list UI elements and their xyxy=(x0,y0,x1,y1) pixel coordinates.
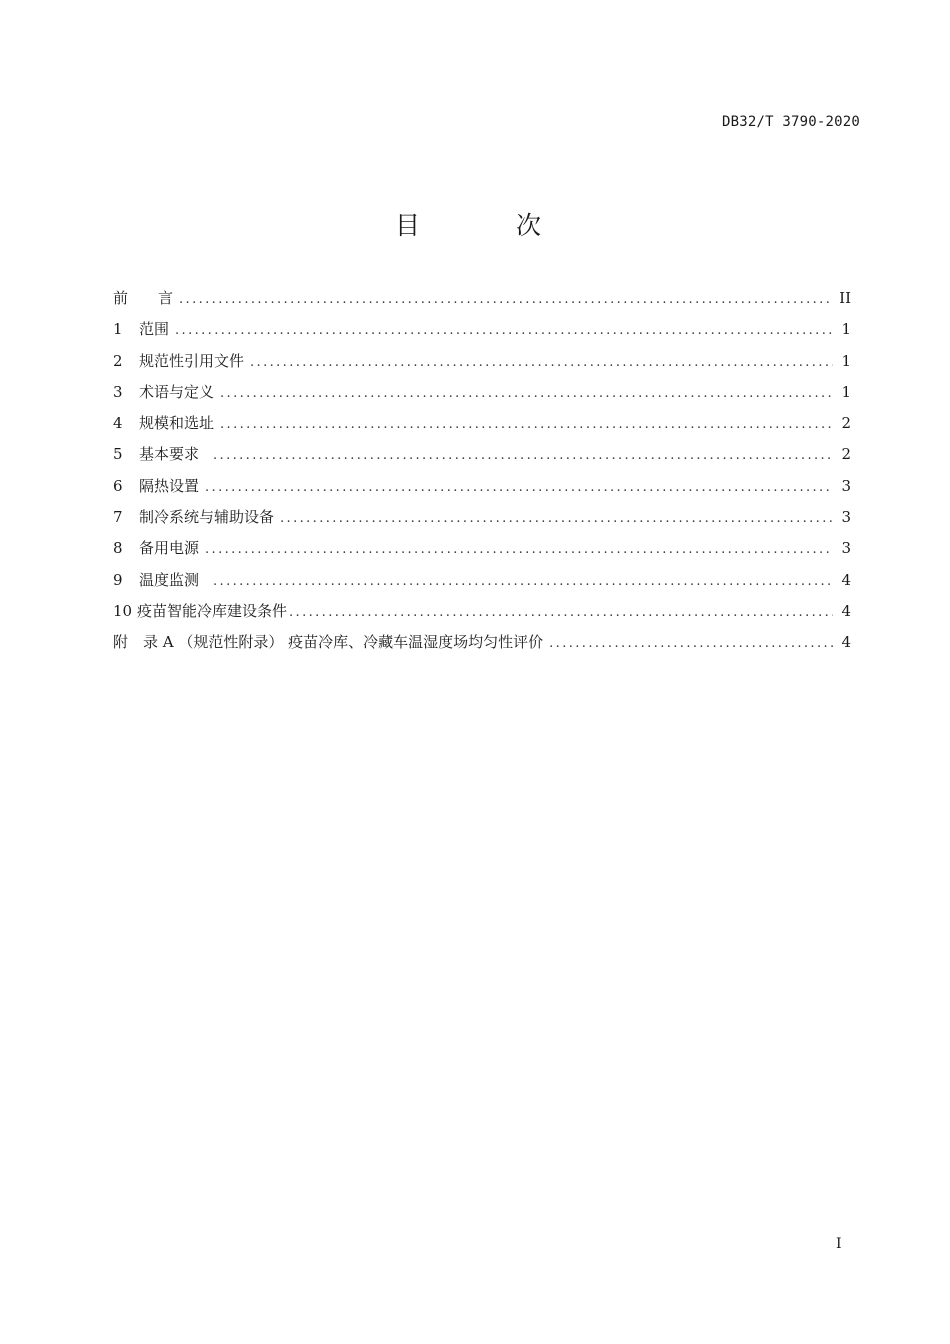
toc-entry-number: 3 xyxy=(113,382,123,401)
toc-entry-label: 规模和选址 xyxy=(139,414,215,433)
toc-entry-label: 隔热设置 xyxy=(139,476,200,495)
toc-entry-label: 疫苗智能冷库建设条件 xyxy=(137,601,288,620)
toc-entry-page: 2 xyxy=(841,445,851,464)
toc-leader-dots xyxy=(220,413,833,437)
toc-leader-dots xyxy=(213,570,833,594)
toc-leader-dots xyxy=(280,507,833,531)
toc-entry-page: 4 xyxy=(841,601,851,620)
toc-entry-refrigeration[interactable] xyxy=(113,505,851,536)
toc-entry-insulation[interactable] xyxy=(113,474,851,505)
toc-entry-label: 术语与定义 xyxy=(139,382,215,401)
toc-entry-label: 温度监测 xyxy=(139,570,200,589)
toc-entry-label: 规范性引用文件 xyxy=(139,351,245,370)
toc-entry-page: II xyxy=(839,289,851,307)
toc-entry-scope[interactable] xyxy=(113,317,851,348)
toc-entry-page: 3 xyxy=(841,539,851,558)
toc-entry-label: 基本要求 xyxy=(139,445,200,464)
toc-entry-page: 1 xyxy=(841,351,851,370)
toc-entry-label: 范围 xyxy=(139,320,170,339)
toc-entry-page: 4 xyxy=(841,570,851,589)
toc-leader-dots xyxy=(205,538,833,562)
toc-entry-number: 6 xyxy=(113,476,123,495)
toc-entry-backup-power[interactable] xyxy=(113,536,851,567)
toc-entry-page: 1 xyxy=(841,320,851,339)
toc-entry-number: 10 xyxy=(113,601,133,620)
toc-leader-dots xyxy=(220,382,833,406)
toc-leader-dots xyxy=(549,632,833,656)
toc-entry-number: 5 xyxy=(113,445,123,464)
toc-entry-foreword[interactable] xyxy=(113,286,851,317)
toc-entry-page: 2 xyxy=(841,414,851,433)
toc-entry-page: 1 xyxy=(841,382,851,401)
toc-entry-number: 2 xyxy=(113,351,123,370)
document-code: DB32/T 3790-2020 xyxy=(721,114,860,130)
toc-entry-appendix-a[interactable] xyxy=(113,630,851,661)
toc-entry-page: 4 xyxy=(841,633,851,652)
toc-leader-dots xyxy=(205,476,833,500)
toc-leader-dots xyxy=(213,444,833,468)
toc-entry-label: 附 录 A （规范性附录） 疫苗冷库、冷藏车温湿度场均匀性评价 xyxy=(113,633,544,652)
toc-entry-scale-site[interactable] xyxy=(113,411,851,442)
page-title: 目 次 xyxy=(395,211,585,240)
toc-entry-label: 制冷系统与辅助设备 xyxy=(139,508,275,527)
toc-entry-page: 3 xyxy=(841,476,851,495)
toc-entry-number: 9 xyxy=(113,570,123,589)
toc-leader-dots xyxy=(179,288,833,312)
page-number: I xyxy=(836,1236,842,1252)
toc-entry-label: 备用电源 xyxy=(139,539,200,558)
toc-entry-terms[interactable] xyxy=(113,380,851,411)
toc-entry-number: 8 xyxy=(113,539,123,558)
toc-entry-normative-references[interactable] xyxy=(113,349,851,380)
table-of-contents xyxy=(113,286,851,662)
toc-leader-dots xyxy=(289,601,833,625)
toc-entry-label: 前 言 xyxy=(113,289,174,307)
toc-entry-number: 7 xyxy=(113,508,123,527)
toc-entry-smart-cold-storage[interactable] xyxy=(113,599,851,630)
toc-entry-basic-requirements[interactable] xyxy=(113,442,851,473)
toc-leader-dots xyxy=(250,351,833,375)
toc-entry-number: 4 xyxy=(113,414,123,433)
toc-entry-number: 1 xyxy=(113,320,123,339)
toc-entry-temperature-monitoring[interactable] xyxy=(113,568,851,599)
toc-leader-dots xyxy=(175,319,833,343)
toc-entry-page: 3 xyxy=(841,508,851,527)
